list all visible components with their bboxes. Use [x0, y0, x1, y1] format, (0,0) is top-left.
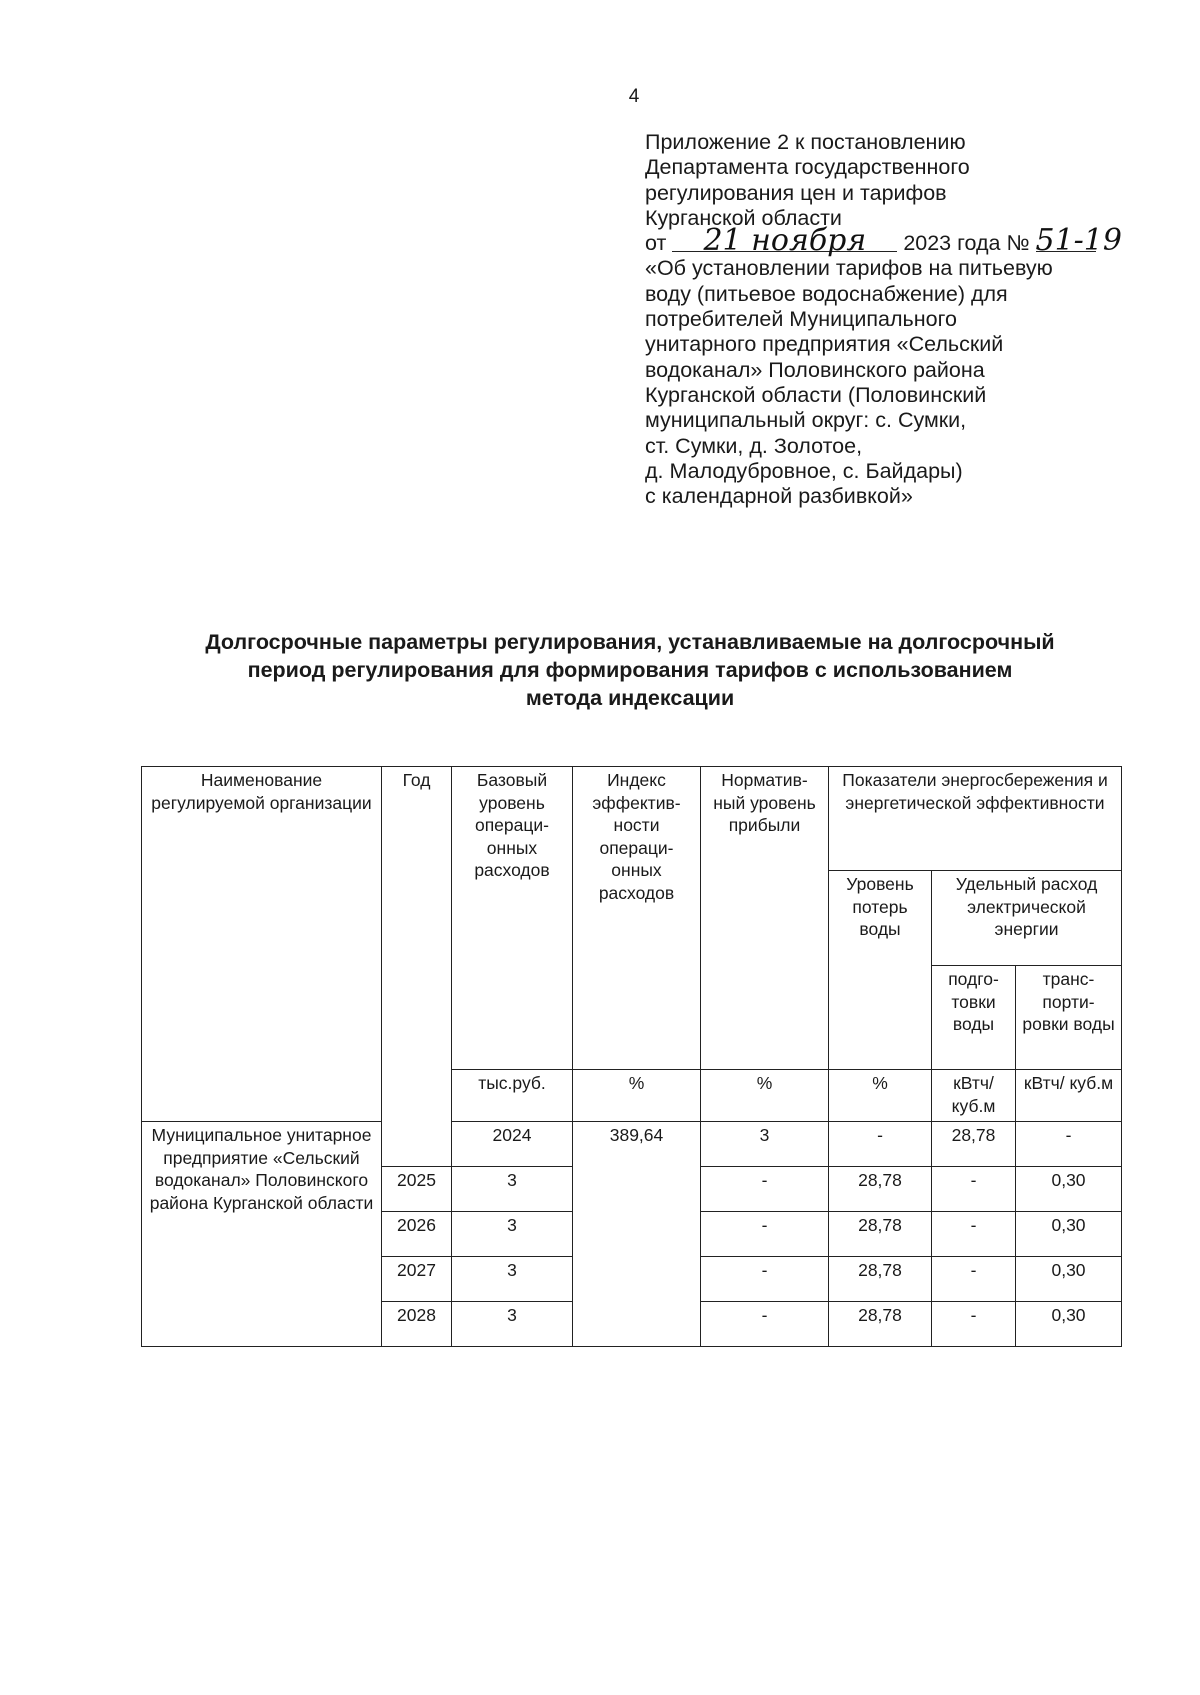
header-profit-level: Норматив- ный уровень прибыли: [701, 767, 829, 1070]
row-loss: 28,78: [932, 1122, 1016, 1167]
handwritten-number: 51-19: [1035, 223, 1122, 259]
appendix-line: с календарной разбивкой»: [645, 484, 913, 509]
header-transportation: транс- порти- ровки воды: [1016, 966, 1122, 1070]
row-year: 2027: [382, 1257, 452, 1302]
row-prep: -: [932, 1257, 1016, 1302]
row-year: 2025: [382, 1167, 452, 1212]
row-loss: 28,78: [829, 1302, 932, 1347]
appendix-line: Курганской области (Половинский: [645, 382, 987, 407]
row-profit: -: [829, 1122, 932, 1167]
organization-name: Муниципальное унитарное предприятие «Сельский водоканал» Половинского района Курганской области: [142, 1122, 382, 1347]
appendix-line: Курганской области: [645, 205, 842, 230]
row-trans: 0,30: [1016, 1257, 1122, 1302]
appendix-line: водоканал» Половинского района: [645, 357, 985, 382]
header-base-level: Базовый уровень операци- онных расходов: [452, 767, 573, 1070]
unit-base-level: тыс.руб.: [452, 1070, 573, 1122]
row-trans: 0,30: [1016, 1212, 1122, 1257]
regulation-parameters-table: [141, 766, 1122, 1347]
appendix-line: регулирования цен и тарифов: [645, 180, 947, 205]
row-index: 3: [452, 1302, 573, 1347]
row-trans: 0,30: [1016, 1167, 1122, 1212]
row-index: 3: [452, 1167, 573, 1212]
document-title: [130, 628, 1130, 712]
row-prep: -: [932, 1212, 1016, 1257]
appendix-line: Департамента государственного: [645, 155, 970, 180]
row-prep: -: [932, 1167, 1016, 1212]
unit-water-loss: %: [829, 1070, 932, 1122]
header-energy-group: Показатели энергосбережения и энергетической эффективности: [829, 767, 1122, 871]
header-specific-consumption: Удельный расход электрической энергии: [932, 871, 1122, 966]
row-year: 2028: [382, 1302, 452, 1347]
appendix-line: унитарного предприятия «Сельский: [645, 332, 1004, 357]
date-prefix: от: [645, 231, 667, 256]
appendix-line: ст. Сумки, д. Золотое,: [645, 433, 863, 458]
handwritten-date: 21 ноября: [672, 231, 897, 252]
unit-profit-level: %: [701, 1070, 829, 1122]
row-index: 3: [452, 1257, 573, 1302]
date-year: 2023 года №: [903, 231, 1030, 256]
appendix-line: муниципальный округ: с. Сумки,: [645, 408, 967, 433]
header-water-loss: Уровень потерь воды: [829, 871, 932, 1070]
header-preparation: подго- товки воды: [932, 966, 1016, 1070]
row-loss: 28,78: [829, 1212, 932, 1257]
row-prep: -: [1016, 1122, 1122, 1167]
title-line: период регулирования для формирования тарифов с использованием: [247, 658, 1013, 682]
appendix-line: «Об установлении тарифов на питьевую: [645, 256, 1053, 281]
appendix-line: потребителей Муниципального: [645, 307, 957, 332]
row-loss: 28,78: [829, 1167, 932, 1212]
unit-efficiency-index: %: [573, 1070, 701, 1122]
title-line: метода индексации: [525, 686, 735, 710]
header-org: Наименование регулируемой организации: [142, 767, 382, 1122]
row-profit: -: [701, 1257, 829, 1302]
row-index: 3: [701, 1122, 829, 1167]
row-prep: -: [932, 1302, 1016, 1347]
header-efficiency-index: Индекс эффектив- ности операци- онных расходов: [573, 767, 701, 1070]
row-index: 3: [452, 1212, 573, 1257]
row-year: 2026: [382, 1212, 452, 1257]
appendix-header: [645, 130, 1165, 509]
unit-transportation: кВтч/ куб.м: [1016, 1070, 1122, 1122]
row-profit: -: [701, 1167, 829, 1212]
row-profit: -: [701, 1212, 829, 1257]
base-level-value: 389,64: [573, 1122, 701, 1347]
appendix-line: Приложение 2 к постановлению: [645, 130, 966, 154]
header-year: Год: [382, 767, 452, 1167]
title-line: Долгосрочные параметры регулирования, устанавливаемые на долгосрочный: [205, 630, 1055, 654]
row-trans: 0,30: [1016, 1302, 1122, 1347]
appendix-date-line: [645, 223, 1165, 259]
appendix-line: д. Малодубровное, с. Байдары): [645, 458, 963, 483]
table-row: [142, 1122, 1122, 1167]
row-profit: -: [701, 1302, 829, 1347]
row-loss: 28,78: [829, 1257, 932, 1302]
page-number: 4: [628, 86, 640, 107]
unit-preparation: кВтч/ куб.м: [932, 1070, 1016, 1122]
appendix-line: воду (питьевое водоснабжение) для: [645, 281, 1008, 306]
row-year: 2024: [452, 1122, 573, 1167]
